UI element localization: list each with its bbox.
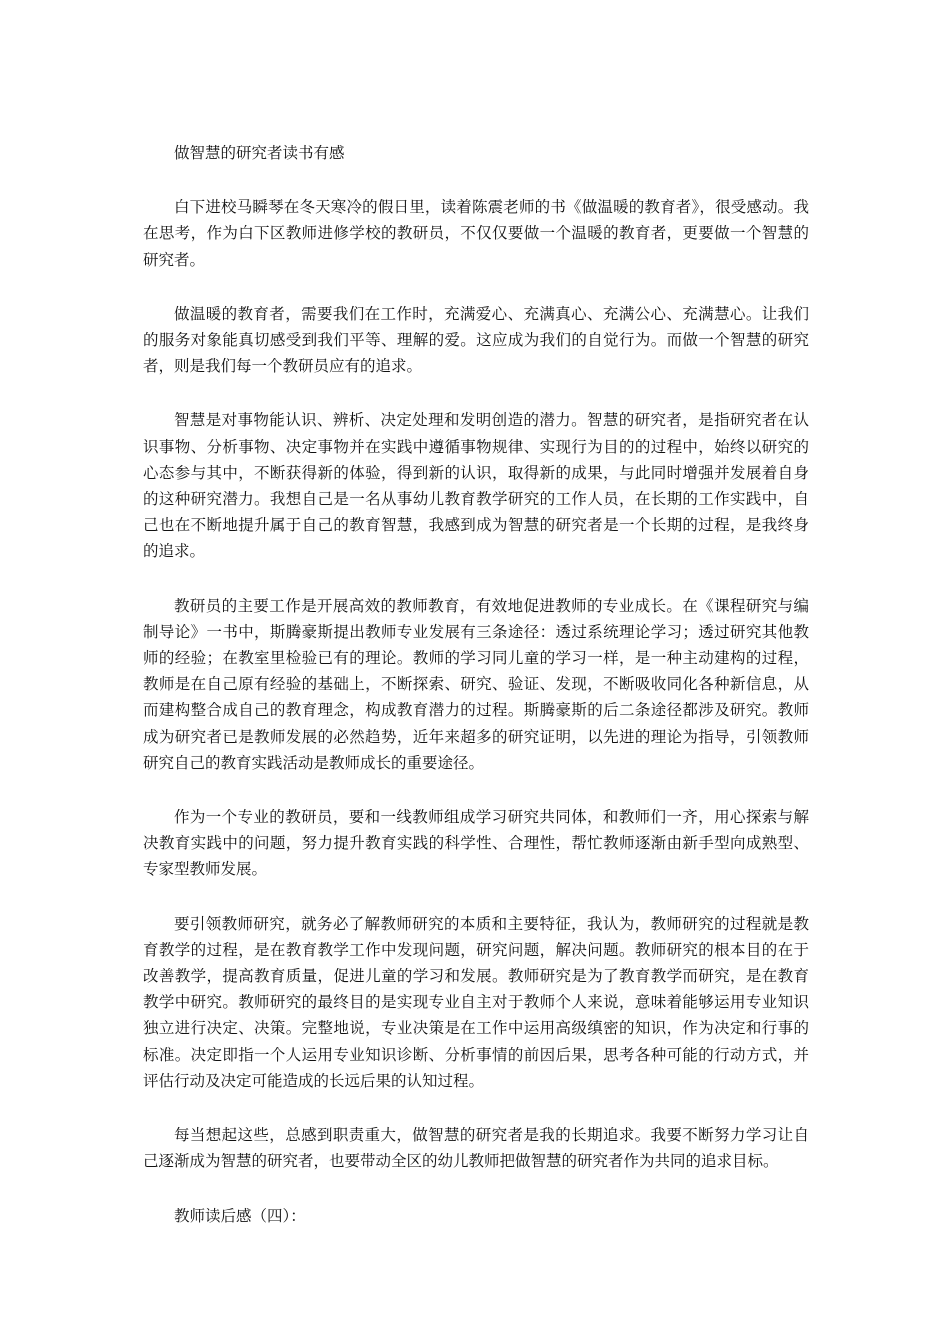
document-title: 做智慧的研究者读书有感 — [174, 144, 345, 162]
paragraph-7: 每当想起这些，总感到职责重大，做智慧的研究者是我的长期追求。我要不断努力学习让自己逐渐成为智慧的研究者，也要带动全区的幼儿教师把做智慧的研究者作为共同的追求目标。 — [143, 1126, 809, 1171]
paragraph-1: 白下进校马瞬琴在冬天寒冷的假日里，读着陈震老师的书《做温暖的教育者》，很受感动。我在思考，作为白下区教师进修学校的教研员，不仅仅要做一个温暖的教育者，更要做一个智慧的研究者。 — [143, 198, 809, 269]
paragraph-4: 教研员的主要工作是开展高效的教师教育，有效地促进教师的专业成长。在《课程研究与编制导论》一书中，斯腾豪斯提出教师专业发展有三条途径：透过系统理论学习；透过研究其他教师的经验；在教室里检验已有的理论。教师的学习同儿童的学习一样，是一种主动建构的过程，教师是在自己原有经验的基础上，不断探索、研究、验证、发现，不断吸收同化各种新信息，从而建构整合成自己的教育理念，构成教育潜力的过程。斯腾豪斯的后二条途径都涉及研究。教师成为研究者已是教师发展的必然趋势，近年来超多的研究证明，以先进的理论为指导，引领教师研究自己的教育实践活动是教师成长的重要途径。 — [143, 596, 809, 772]
document-page — [143, 140, 809, 1257]
paragraph-3: 智慧是对事物能认识、辨析、决定处理和发明创造的潜力。智慧的研究者，是指研究者在认识事物、分析事物、决定事物并在实践中遵循事物规律、实现行为目的的过程中，始终以研究的心态参与其中，不断获得新的体验，得到新的认识，取得新的成果，与此同时增强并发展着自身的这种研究潜力。我想自己是一名从事幼儿教育教学研究的工作人员，在长期的工作实践中，自己也在不断地提升属于自己的教育智慧，我感到成为智慧的研究者是一个长期的过程，是我终身的追求。 — [143, 411, 809, 561]
paragraph-5: 作为一个专业的教研员，要和一线教师组成学习研究共同体，和教师们一齐，用心探索与解决教育实践中的问题，努力提升教育实践的科学性、合理性，帮忙教师逐渐由新手型向成熟型、专家型教师发展。 — [143, 808, 809, 879]
paragraph-6: 要引领教师研究，就务必了解教师研究的本质和主要特征，我认为，教师研究的过程就是教育教学的过程，是在教育教学工作中发现问题，研究问题，解决问题。教师研究的根本目的在于改善教学，提高教育质量，促进儿童的学习和发展。教师研究是为了教育教学而研究，是在教育教学中研究。教师研究的最终目的是实现专业自主对于教师个人来说，意味着能够运用专业知识独立进行决定、决策。完整地说，专业决策是在工作中运用高级缜密的知识，作为决定和行事的标准。决定即指一个人运用专业知识诊断、分析事情的前因后果，思考各种可能的行动方式，并评估行动及决定可能造成的长远后果的认知过程。 — [143, 914, 809, 1090]
paragraph-2: 做温暖的教育者，需要我们在工作时，充满爱心、充满真心、充满公心、充满慧心。让我们的服务对象能真切感受到我们平等、理解的爱。这应成为我们的自觉行为。而做一个智慧的研究者，则是我们每一个教研员应有的追求。 — [143, 304, 809, 376]
section-heading: 教师读后感（四）： — [174, 1206, 306, 1225]
